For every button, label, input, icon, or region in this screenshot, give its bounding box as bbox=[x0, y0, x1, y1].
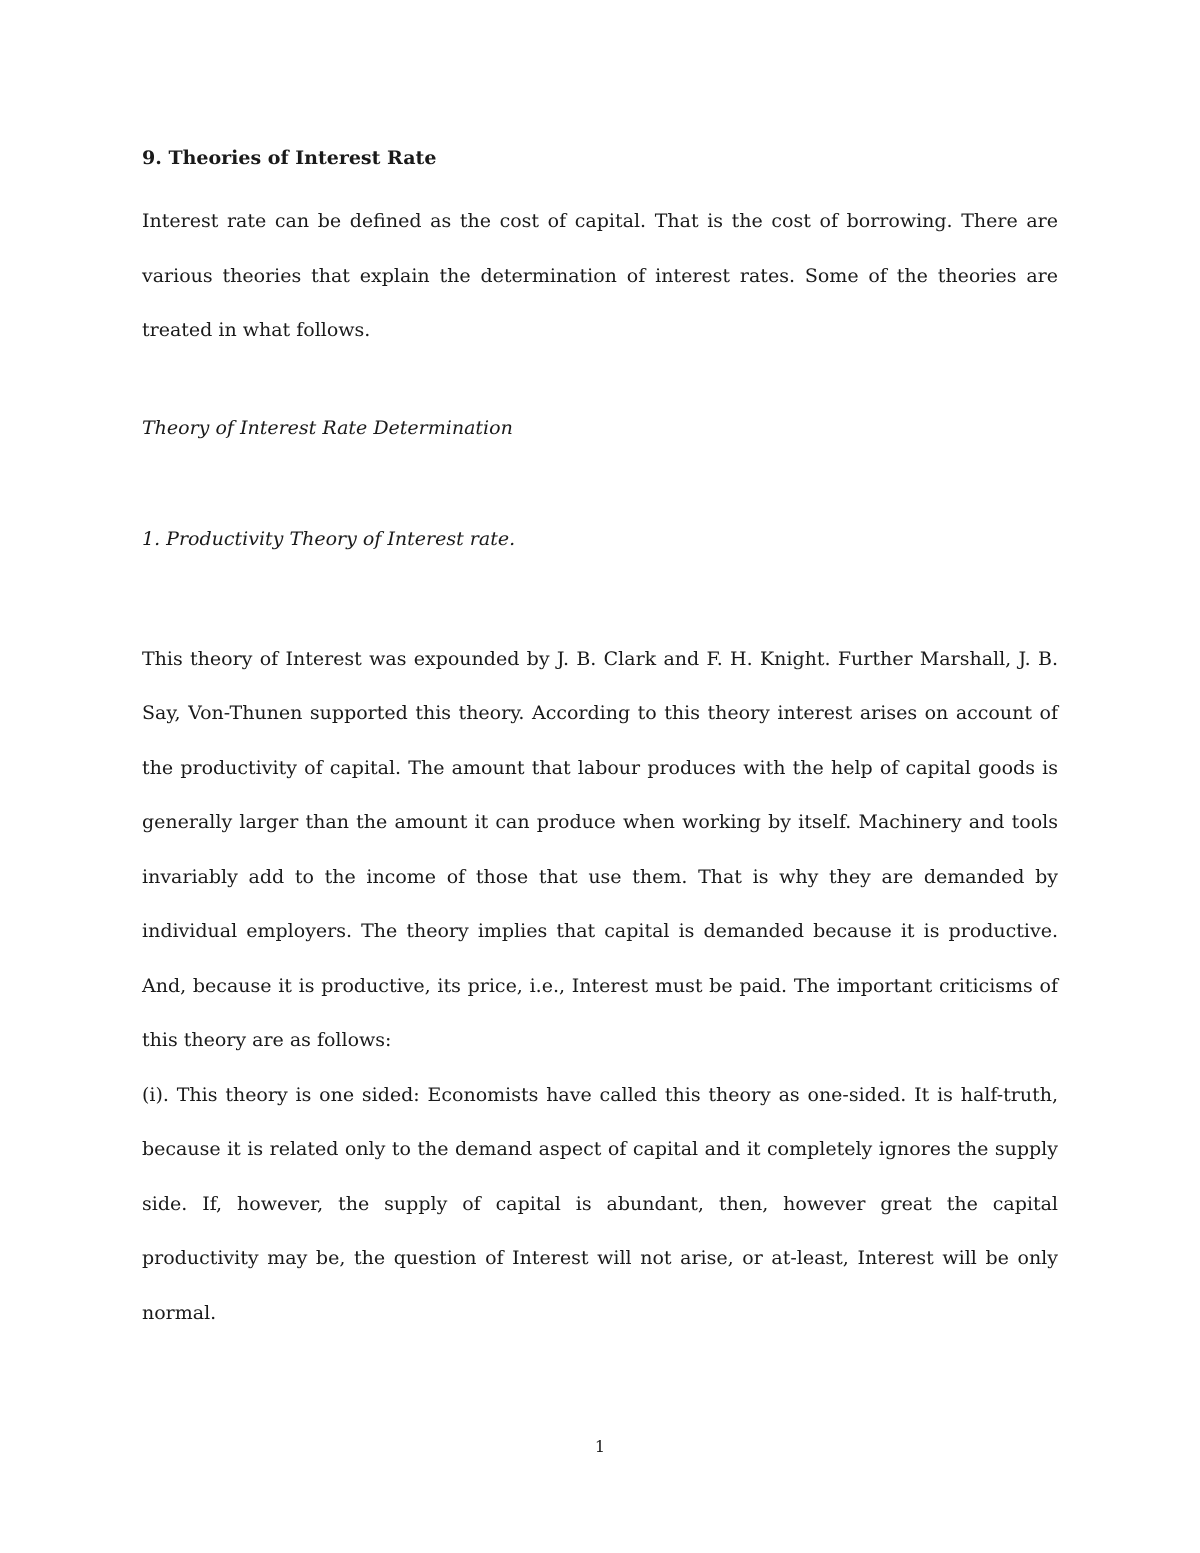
theory-paragraph: This theory of Interest was expounded by J. B. Clark and F. H. Knight. Further Marshall, J. B. Say, Von-Thunen supported this theory. According to this theory interest arises on account of the productivity of capital. The amount that labour produces with the help of capital goods is generally larger than the amount it can produce when working by itself. Machinery and tools invariably add to the income of those that use them. That is why they are demanded by individual employers. The theory implies that capital is demanded because it is productive. And, because it is productive, its price, i.e., Interest must be paid. The important criticisms of this theory are as follows: bbox=[142, 647, 1058, 1051]
section-heading: 9. Theories of Interest Rate bbox=[142, 147, 437, 169]
subheading: Theory of Interest Rate Determination bbox=[142, 416, 513, 439]
spacer bbox=[142, 446, 1058, 521]
theory-title: 1. Productivity Theory of Interest rate. bbox=[142, 527, 516, 550]
criticism-paragraph: (i). This theory is one sided: Economists have called this theory as one-sided. It is half-truth, because it is related only to the demand aspect of capital and it completely ignores the supply side. If, however, the supply of capital is abundant, then, however great the capital productivity may be, the question of Interest will not arise, or at-least, Interest will be only normal. bbox=[142, 1083, 1058, 1324]
intro-paragraph: Interest rate can be defined as the cost of capital. That is the cost of borrowing. There are various theories that explain the determination of interest rates. Some of the theories are treated in what follows. bbox=[142, 210, 1058, 341]
spacer bbox=[142, 557, 1058, 632]
page-content bbox=[142, 140, 1058, 1340]
spacer bbox=[142, 358, 1058, 410]
page-number: 1 bbox=[594, 1437, 606, 1456]
